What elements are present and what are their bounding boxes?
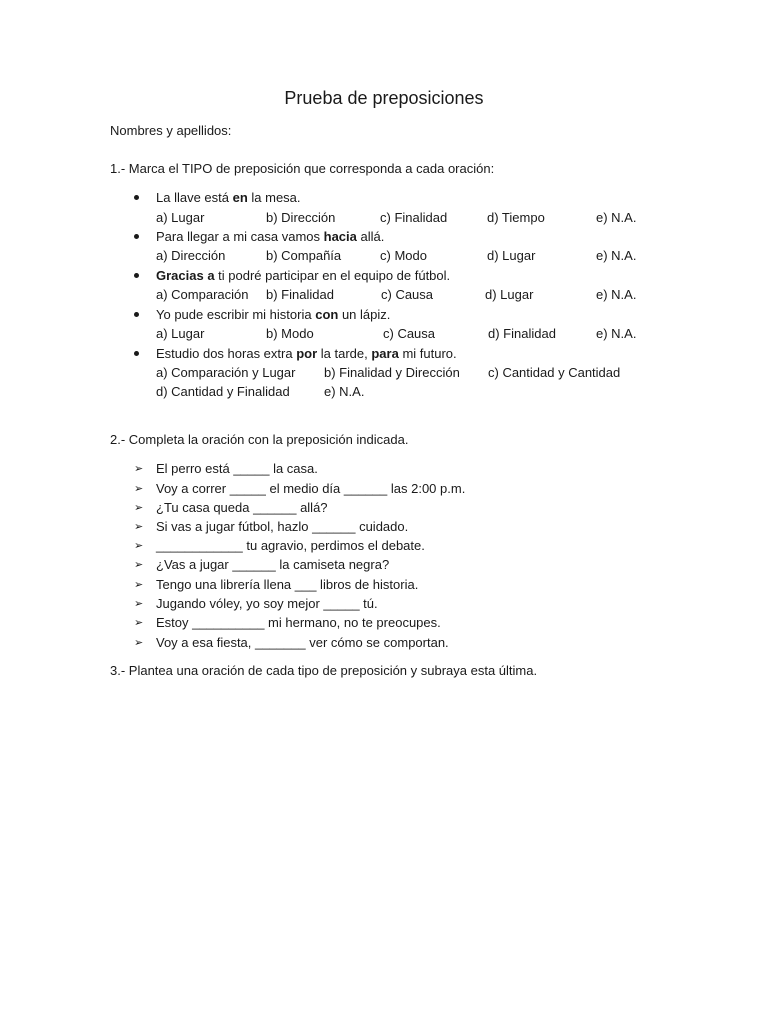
question-3-prompt: 3.- Plantea una oración de cada tipo de preposición y subraya esta última.: [110, 663, 538, 678]
q1-option[interactable]: a) Lugar: [156, 210, 205, 225]
page-title: Prueba de preposiciones: [284, 88, 484, 108]
q1-option[interactable]: e) N.A.: [596, 248, 637, 263]
q2-item: Estoy __________ mi hermano, no te preocupes.: [156, 615, 441, 630]
bullet-icon: [134, 234, 139, 239]
names-label: Nombres y apellidos:: [110, 123, 232, 138]
arrow-bullet-icon: ➢: [134, 521, 144, 533]
arrow-bullet-icon: ➢: [134, 540, 144, 552]
q1-option[interactable]: d) Lugar: [485, 287, 534, 302]
q1-option[interactable]: b) Compañía: [266, 248, 342, 263]
q1-option[interactable]: b) Modo: [266, 326, 314, 341]
arrow-bullet-icon: ➢: [134, 502, 144, 514]
arrow-bullet-icon: ➢: [134, 637, 144, 649]
q1-option[interactable]: e) N.A.: [596, 326, 637, 341]
q1-option[interactable]: e) N.A.: [596, 210, 637, 225]
arrow-bullet-icon: ➢: [134, 483, 144, 495]
q1-option[interactable]: c) Causa: [381, 287, 434, 302]
arrow-bullet-icon: ➢: [134, 579, 144, 591]
arrow-bullet-icon: ➢: [134, 463, 144, 475]
q1-option[interactable]: b) Dirección: [266, 210, 336, 225]
q2-item: ¿Vas a jugar ______ la camiseta negra?: [156, 557, 390, 572]
q1-option[interactable]: c) Finalidad: [380, 210, 448, 225]
question-2-prompt: 2.- Completa la oración con la preposición indicada.: [110, 432, 409, 447]
q2-item: Jugando vóley, yo soy mejor _____ tú.: [156, 596, 378, 611]
arrow-bullet-icon: ➢: [134, 559, 144, 571]
arrow-bullet-icon: ➢: [134, 617, 144, 629]
q1-option[interactable]: b) Finalidad y Dirección: [324, 365, 460, 380]
q1-option[interactable]: a) Comparación y Lugar: [156, 365, 296, 380]
q2-item: ¿Tu casa queda ______ allá?: [156, 500, 328, 515]
q2-item: El perro está _____ la casa.: [156, 461, 318, 476]
bullet-icon: [134, 351, 139, 356]
q2-item: Tengo una librería llena ___ libros de historia.: [156, 577, 419, 592]
q1-item-sentence: Gracias a ti podré participar en el equipo de fútbol.: [156, 268, 451, 283]
q2-item: Voy a correr _____ el medio día ______ las 2:00 p.m.: [156, 481, 466, 496]
q1-option[interactable]: c) Causa: [383, 326, 436, 341]
bullet-icon: [134, 312, 139, 317]
q1-option[interactable]: d) Cantidad y Finalidad: [156, 384, 290, 399]
bullet-icon: [134, 195, 139, 200]
q1-option[interactable]: e) N.A.: [324, 384, 365, 399]
q1-option[interactable]: d) Lugar: [487, 248, 536, 263]
question-1-prompt: 1.- Marca el TIPO de preposición que corresponda a cada oración:: [110, 161, 495, 176]
q2-item: Voy a esa fiesta, _______ ver cómo se comportan.: [156, 635, 449, 650]
q2-item: Si vas a jugar fútbol, hazlo ______ cuidado.: [156, 519, 409, 534]
q1-option[interactable]: c) Modo: [380, 248, 427, 263]
q1-option[interactable]: a) Comparación: [156, 287, 249, 302]
q1-option[interactable]: a) Dirección: [156, 248, 226, 263]
q1-option[interactable]: d) Tiempo: [487, 210, 545, 225]
bullet-icon: [134, 273, 139, 278]
q1-item-sentence: Yo pude escribir mi historia con un lápiz.: [156, 307, 391, 322]
q1-option[interactable]: c) Cantidad y Cantidad: [488, 365, 621, 380]
arrow-bullet-icon: ➢: [134, 598, 144, 610]
q1-option[interactable]: b) Finalidad: [266, 287, 334, 302]
q1-option[interactable]: d) Finalidad: [488, 326, 556, 341]
q1-option[interactable]: e) N.A.: [596, 287, 637, 302]
q1-option[interactable]: a) Lugar: [156, 326, 205, 341]
q1-item-sentence: La llave está en la mesa.: [156, 190, 301, 205]
q1-item-sentence: Estudio dos horas extra por la tarde, para mi futuro.: [156, 346, 457, 361]
q2-item: ____________ tu agravio, perdimos el debate.: [156, 538, 425, 553]
q1-item-sentence: Para llegar a mi casa vamos hacia allá.: [156, 229, 385, 244]
